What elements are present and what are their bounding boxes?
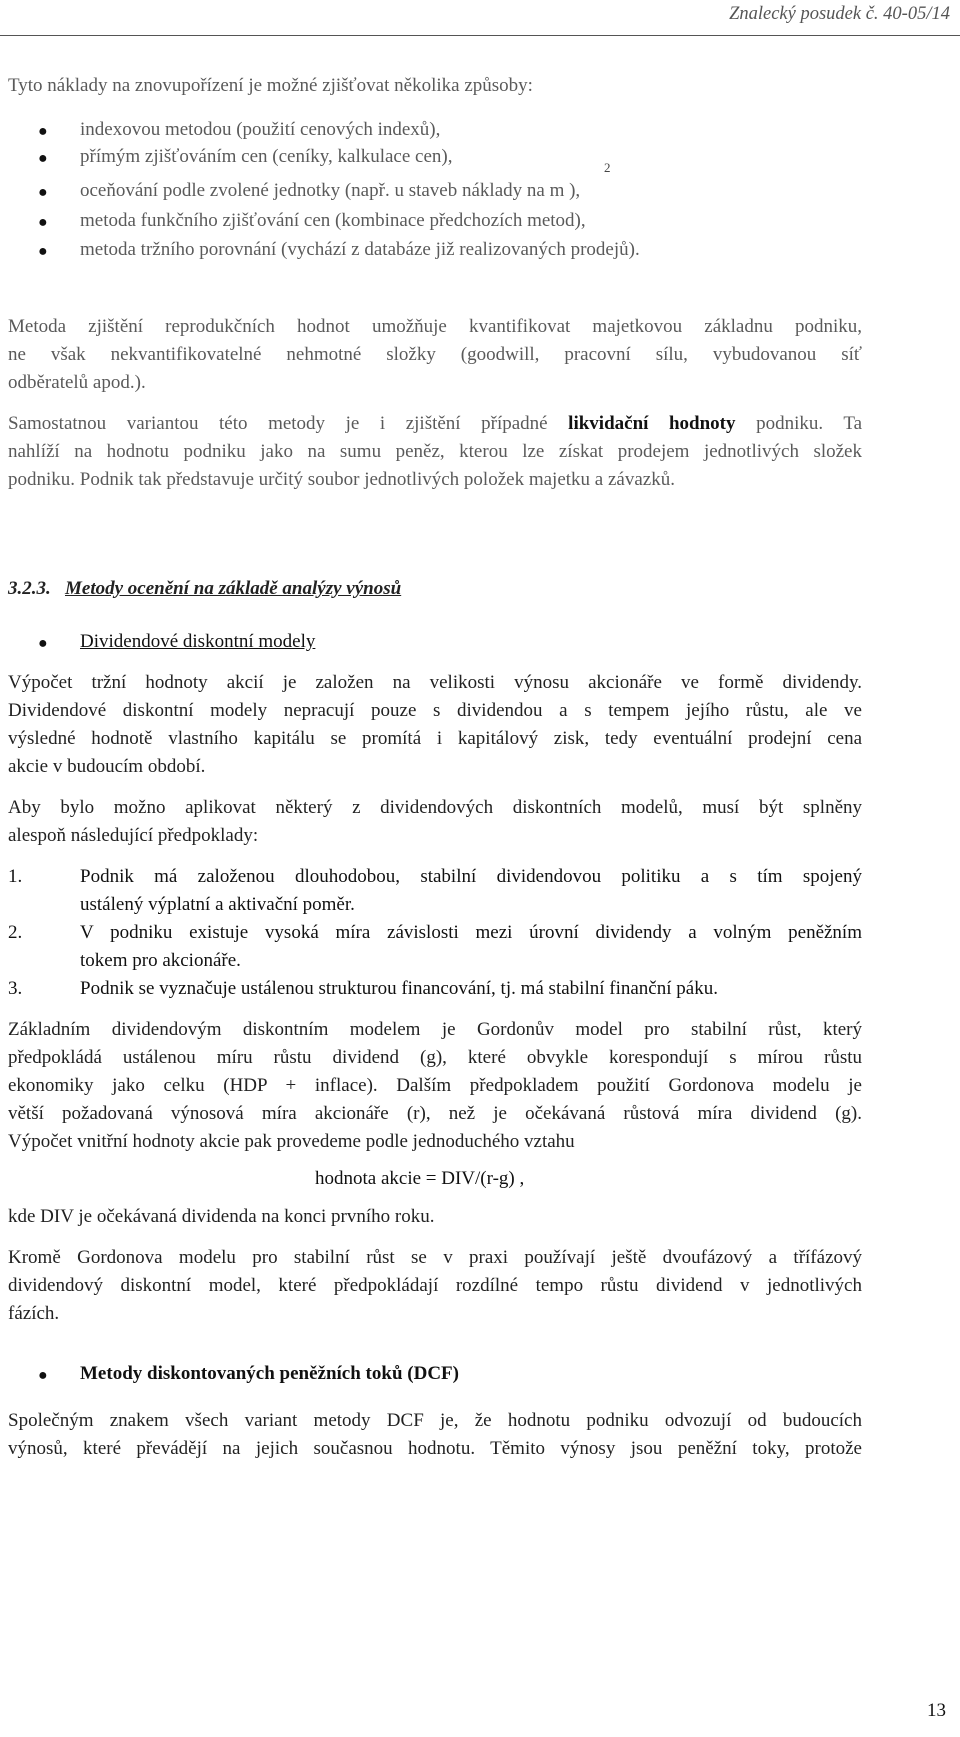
bullet-icon: ● [38,184,48,201]
formula: hodnota akcie = DIV/(r-g) , [315,1168,525,1189]
page-header: Znalecký posudek č. 40-05/14 [729,4,950,24]
list-number: 3. [8,978,23,999]
header-divider [0,35,960,36]
list-item: přímým zjišťováním cen (ceníky, kalkulace cen), [80,146,453,167]
bullet-icon: ● [38,1367,48,1384]
superscript: 2 [604,160,611,175]
bullet-icon: ● [38,635,48,652]
list-item: Podnik má založenou dlouhodobou, stabilní dividendovou politiku a s tím spojený [80,866,862,887]
bullet-icon: ● [38,214,48,231]
bullet-icon: ● [38,150,48,167]
dividend-heading: Dividendové diskontní modely [80,631,316,652]
list-item: metoda tržního porovnání (vychází z databáze již realizovaných prodejů). [80,239,640,260]
dcf-heading: Metody diskontovaných peněžních toků (DCF) [80,1363,459,1384]
list-item: V podniku existuje vysoká míra závislosti mezi úrovní dividendy a volným peněžním [80,922,862,943]
intro-text: Tyto náklady na znovupořízení je možné zjišťovat několika způsoby: [8,75,533,96]
list-item: ustálený výplatní a aktivační poměr. [80,894,355,915]
list-item: metoda funkčního zjišťování cen (kombinace předchozích metod), [80,210,586,231]
formula-explanation: kde DIV je očekávaná dividenda na konci prvního roku. [8,1206,435,1227]
list-number: 2. [8,922,23,943]
list-item: tokem pro akcionáře. [80,950,241,971]
list-item: Podnik se vyznačuje ustálenou strukturou financování, tj. má stabilní finanční páku. [80,978,718,999]
page-number: 13 [927,1700,946,1721]
list-item: oceňování podle zvolené jednotky (např. u staveb náklady na m ), [80,180,581,201]
bullet-icon: ● [38,123,48,140]
list-item: indexovou metodou (použití cenových indexů), [80,119,441,140]
bullet-icon: ● [38,243,48,260]
list-number: 1. [8,866,23,887]
section-heading: 3.2.3. Metody ocenění na základě analýzy výnosů [8,578,402,599]
